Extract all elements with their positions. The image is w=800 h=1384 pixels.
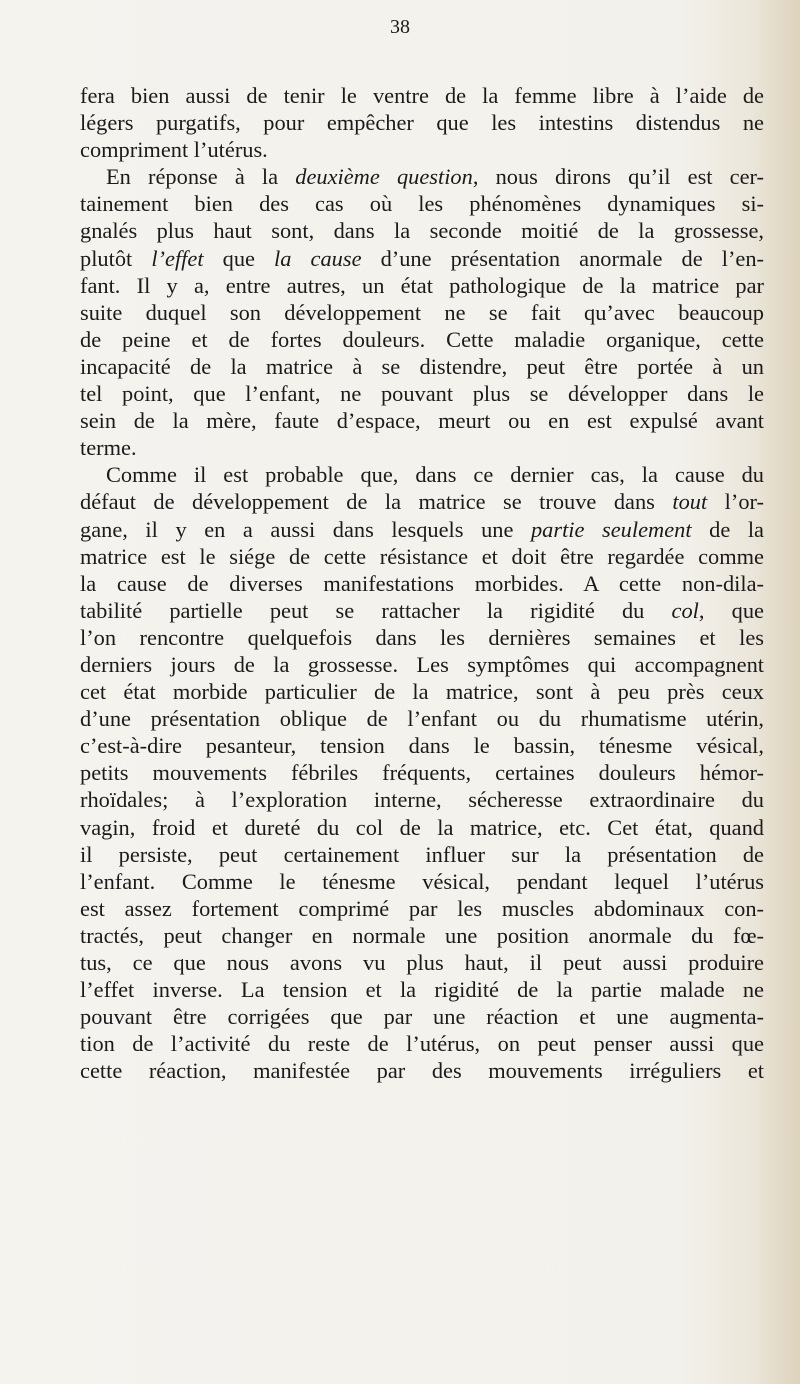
text-line: compriment l’utérus. bbox=[80, 137, 268, 163]
text-line: légers purgatifs, pour empêcher que les intestins distendus ne bbox=[80, 110, 764, 136]
text-line: il persiste, peut certainement influer sur la présentation de bbox=[80, 841, 764, 867]
text-line: c’est-à-dire pesanteur, tension dans le bassin, ténesme vésical, bbox=[80, 733, 764, 759]
text-line: vagin, froid et dureté du col de la matrice, etc. Cet état, quand bbox=[80, 814, 764, 840]
text-line: fant. Il y a, entre autres, un état pathologique de la matrice par bbox=[80, 272, 764, 298]
text-line: incapacité de la matrice à se distendre, peut être portée à un bbox=[80, 353, 764, 379]
text-line: la cause de diverses manifestations morbides. A cette non-dila- bbox=[80, 570, 764, 596]
text-line: tractés, peut changer en normale une position anormale du fœ- bbox=[80, 922, 764, 948]
text-line: sein de la mère, faute d’espace, meurt ou en est expulsé avant bbox=[80, 408, 764, 434]
text-line: petits mouvements fébriles fréquents, certaines douleurs hémor- bbox=[80, 760, 764, 786]
text-line: rhoïdales; à l’exploration interne, sécheresse extraordinaire du bbox=[80, 787, 764, 813]
text-line: gane, il y en a aussi dans lesquels une partie seulement de la bbox=[80, 516, 764, 542]
text-line: matrice est le siége de cette résistance et doit être regardée comme bbox=[80, 543, 764, 569]
text-line: terme. bbox=[80, 435, 137, 461]
italic-text: l’effet bbox=[151, 245, 204, 271]
text-line: Comme il est probable que, dans ce dernier cas, la cause du bbox=[106, 462, 764, 488]
text-line: d’une présentation oblique de l’enfant ou du rhumatisme utérin, bbox=[80, 706, 764, 732]
italic-text: col bbox=[671, 597, 699, 623]
text-line: cette réaction, manifestée par des mouvements irréguliers et bbox=[80, 1058, 764, 1084]
italic-text: partie seulement bbox=[530, 516, 692, 542]
text-line: cet état morbide particulier de la matrice, sont à peu près ceux bbox=[80, 679, 764, 705]
text-line: suite duquel son développement ne se fait qu’avec beaucoup bbox=[80, 299, 764, 325]
text-line: tus, ce que nous avons vu plus haut, il peut aussi produire bbox=[80, 950, 764, 975]
text-line: tel point, que l’enfant, ne pouvant plus se développer dans le bbox=[80, 381, 764, 407]
body-text bbox=[80, 82, 764, 1084]
italic-text: tout bbox=[672, 489, 708, 515]
text-line: pouvant être corrigées que par une réaction et une augmenta- bbox=[80, 1004, 764, 1030]
italic-text: deuxième question bbox=[295, 164, 473, 190]
text-line: fera bien aussi de tenir le ventre de la femme libre à l’aide de bbox=[80, 83, 764, 108]
text-line: tabilité partielle peut se rattacher la rigidité du col, que bbox=[80, 597, 764, 623]
text-line: est assez fortement comprimé par les muscles abdominaux con- bbox=[80, 895, 764, 921]
text-line: l’on rencontre quelquefois dans les dernières semaines et les bbox=[80, 624, 764, 650]
text-line: tion de l’activité du reste de l’utérus, on peut penser aussi que bbox=[80, 1031, 764, 1057]
text-line: En réponse à la deuxième question, nous dirons qu’il est cer- bbox=[106, 164, 764, 190]
text-line: gnalés plus haut sont, dans la seconde moitié de la grossesse, bbox=[80, 218, 764, 244]
text-line: l’effet inverse. La tension et la rigidité de la partie malade ne bbox=[80, 977, 764, 1003]
text-line: tainement bien des cas où les phénomènes dynamiques si- bbox=[80, 191, 764, 217]
italic-text: la cause bbox=[274, 245, 362, 271]
page-number: 38 bbox=[390, 16, 410, 38]
text-line: derniers jours de la grossesse. Les symptômes qui accompagnent bbox=[80, 651, 764, 677]
text-line: plutôt l’effet que la cause d’une présentation anormale de l’en- bbox=[80, 245, 764, 271]
text-line: l’enfant. Comme le ténesme vésical, pendant lequel l’utérus bbox=[80, 868, 764, 894]
text-line: de peine et de fortes douleurs. Cette maladie organique, cette bbox=[80, 326, 764, 352]
text-line: défaut de développement de la matrice se trouve dans tout l’or- bbox=[80, 489, 764, 515]
